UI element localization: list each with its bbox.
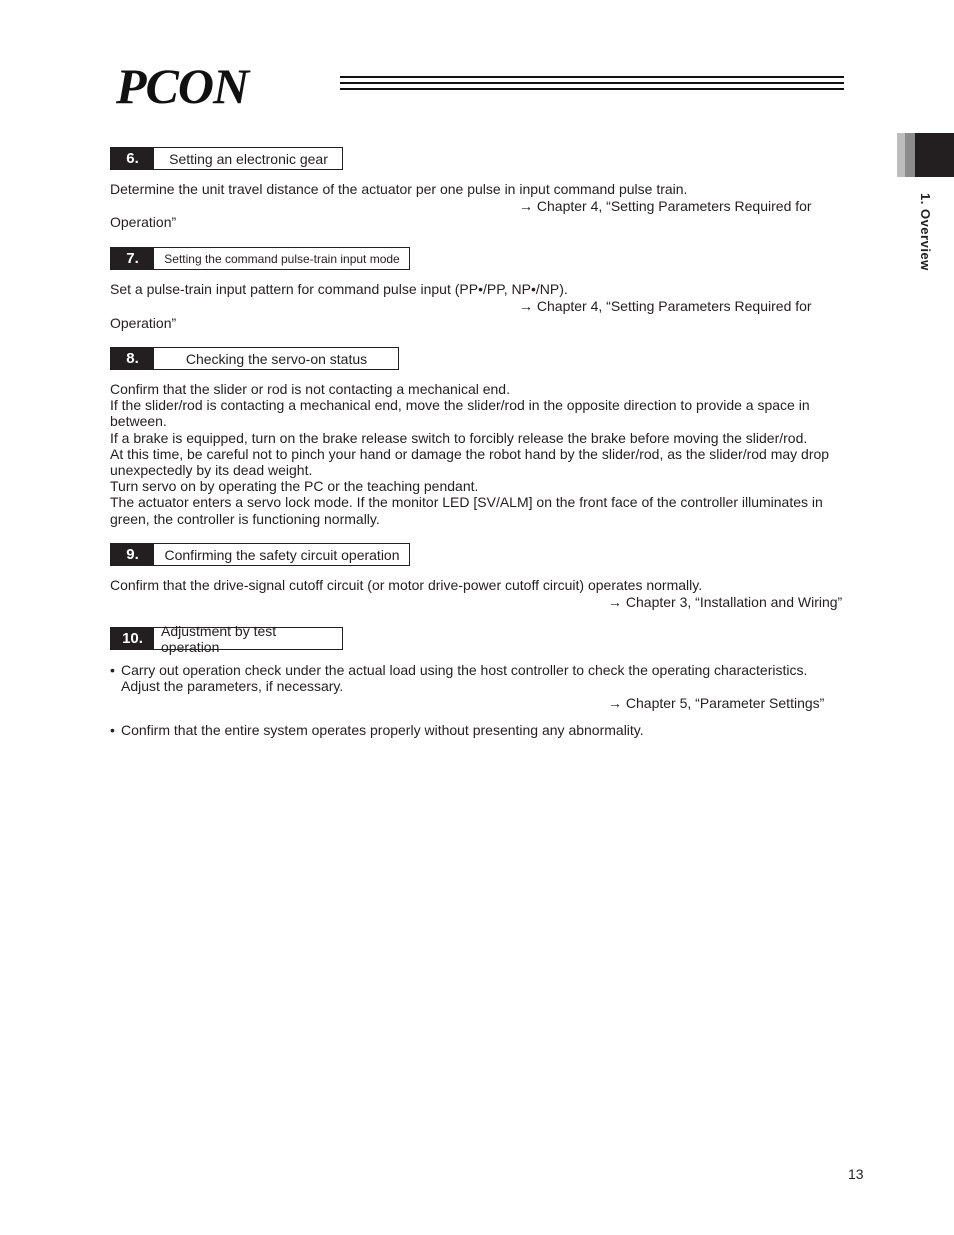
- bullet-dot: •: [110, 722, 115, 738]
- bullet-dot: •: [110, 662, 115, 678]
- chapter-reference: → Chapter 4, “Setting Parameters Required for: [519, 198, 812, 214]
- section-title: Setting the command pulse-train input mode: [164, 251, 400, 266]
- section-heading-9: [110, 543, 410, 566]
- text-line: At this time, be careful not to pinch your hand or damage the robot hand by the slider/rod, as the slider/rod may drop unexpectedly by its dead weight.: [110, 445, 830, 479]
- section-heading-6: [110, 147, 343, 170]
- bullet-item: [110, 662, 846, 694]
- section-text: Determine the unit travel distance of the actuator per one pulse in input command pulse train.: [110, 181, 688, 197]
- section-title: Confirming the safety circuit operation: [164, 546, 400, 563]
- section-text: Set a pulse-train input pattern for command pulse input (PP•/PP, NP•/NP).: [110, 281, 568, 297]
- text-line: Confirm that the slider or rod is not contacting a mechanical end.: [110, 381, 510, 397]
- page-number: 13: [848, 1166, 864, 1182]
- section-number: 9.: [111, 544, 155, 565]
- logo-rule: [340, 76, 844, 94]
- text-line: Turn servo on by operating the PC or the teaching pendant.: [110, 478, 479, 495]
- section-title: Setting an electronic gear: [169, 150, 328, 167]
- section-heading-10: [110, 622, 343, 655]
- bullet-text: Confirm that the entire system operates properly without presenting any abnormality.: [121, 722, 644, 738]
- chapter-reference: → Chapter 4, “Setting Parameters Required for: [519, 298, 812, 314]
- logo-text: PCON: [116, 58, 249, 114]
- text-line: If a brake is equipped, turn on the brake release switch to forcibly release the brake before moving the slider/rod.: [110, 429, 808, 446]
- section-number: 7.: [111, 248, 155, 269]
- bullet-item: [110, 722, 846, 738]
- section-number: 8.: [111, 348, 155, 369]
- section-heading-7: [110, 247, 410, 270]
- text-line: The actuator enters a servo lock mode. If the monitor LED [SV/ALM] on the front face of the controller illuminates in green, the controller is functioning normally.: [110, 494, 823, 527]
- chapter-reference-cont: Operation”: [110, 315, 177, 331]
- section-heading-8: [110, 347, 399, 370]
- chapter-label: 1. Overview: [918, 193, 933, 271]
- section-number: 10.: [111, 628, 155, 649]
- section-text: Confirm that the drive-signal cutoff circuit (or motor drive-power cutoff circuit) operates normally.: [110, 577, 703, 593]
- section-number: 6.: [111, 148, 155, 169]
- section-body: [110, 381, 846, 527]
- chapter-reference: → Chapter 5, “Parameter Settings”: [608, 695, 825, 711]
- bullet-text-cont: Adjust the parameters, if necessary.: [121, 678, 344, 695]
- section-title: Adjustment by test operation: [161, 622, 277, 655]
- chapter-reference: → Chapter 3, “Installation and Wiring”: [608, 594, 843, 610]
- chapter-reference-cont: Operation”: [110, 214, 177, 230]
- section-title: Checking the servo-on status: [185, 350, 368, 367]
- pcon-logo: [116, 58, 846, 114]
- text-line: If the slider/rod is contacting a mechanical end, move the slider/rod in the opposite direction to provide a space in between.: [110, 397, 810, 430]
- bullet-text: Carry out operation check under the actual load using the host controller to check the operating characteristics.: [121, 662, 808, 678]
- chapter-tab: [897, 133, 954, 177]
